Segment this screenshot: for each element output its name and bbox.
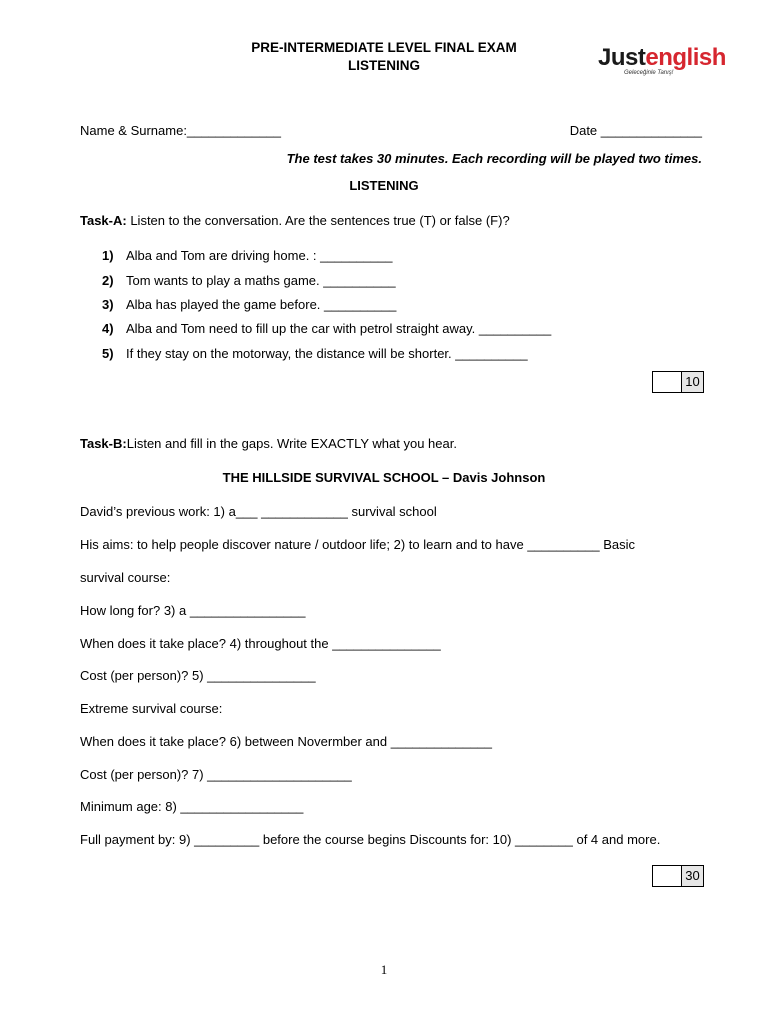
task-b-heading: THE HILLSIDE SURVIVAL SCHOOL – Davis Johnson bbox=[222, 470, 546, 485]
page-number: 1 bbox=[380, 962, 388, 977]
score-blank-cell bbox=[653, 372, 682, 392]
task-b-line: Cost (per person)? 7) ____________________ bbox=[80, 767, 352, 782]
task-b-line: David’s previous work: 1) a___ ____________ survival school bbox=[80, 504, 437, 519]
task-b-text: Listen and fill in the gaps. Write EXACTLY what you hear. bbox=[126, 436, 457, 451]
task-a-score-box bbox=[652, 371, 704, 393]
task-a-item: 2) Tom wants to play a maths game. __________ bbox=[102, 273, 396, 288]
task-b-line: Minimum age: 8) _________________ bbox=[80, 799, 304, 814]
task-a-item: 3) Alba has played the game before. __________ bbox=[102, 297, 397, 312]
logo-just: Just bbox=[598, 44, 646, 71]
justenglish-logo bbox=[598, 44, 726, 84]
task-a-item: 1) Alba and Tom are driving home. : __________ bbox=[102, 248, 393, 263]
task-b-line: Cost (per person)? 5) _______________ bbox=[80, 668, 316, 683]
task-a-item: 4) Alba and Tom need to fill up the car with petrol straight away. __________ bbox=[102, 321, 552, 336]
test-instructions: The test takes 30 minutes. Each recording will be played two times. bbox=[286, 151, 702, 166]
task-b-score: 30 bbox=[682, 866, 703, 886]
task-b-label: Task-B: bbox=[80, 436, 127, 451]
task-b-line: How long for? 3) a ________________ bbox=[80, 603, 306, 618]
task-b-score-box bbox=[652, 865, 704, 887]
task-a-label: Task-A: bbox=[80, 213, 127, 228]
task-b-line: When does it take place? 6) between Novermber and ______________ bbox=[80, 734, 492, 749]
task-a-item: 5) If they stay on the motorway, the distance will be shorter. __________ bbox=[102, 346, 528, 361]
date-field: Date ______________ bbox=[569, 123, 702, 138]
task-b-line: survival course: bbox=[80, 570, 171, 585]
logo-tagline: Geleceğinle Tanış! bbox=[624, 70, 674, 76]
section-heading: LISTENING bbox=[349, 178, 419, 193]
exam-title: PRE-INTERMEDIATE LEVEL FINAL EXAM bbox=[251, 40, 517, 55]
name-surname-field: Name & Surname:_____________ bbox=[80, 123, 281, 138]
task-b-line: When does it take place? 4) throughout the _______________ bbox=[80, 636, 441, 651]
exam-subtitle: LISTENING bbox=[347, 58, 420, 73]
task-a-text: Listen to the conversation. Are the sentences true (T) or false (F)? bbox=[126, 213, 510, 228]
task-b-line: Full payment by: 9) _________ before the course begins Discounts for: 10) ________ of 4 and more. bbox=[80, 832, 661, 847]
score-blank-cell bbox=[653, 866, 682, 886]
task-b-line: Extreme survival course: bbox=[80, 701, 223, 716]
task-a-score: 10 bbox=[682, 372, 703, 392]
task-b-line: His aims: to help people discover nature / outdoor life; 2) to learn and to have __________ Basic bbox=[80, 537, 636, 552]
task-a-instruction bbox=[80, 213, 510, 228]
task-b-instruction bbox=[80, 436, 457, 451]
logo-english: english bbox=[645, 44, 726, 71]
